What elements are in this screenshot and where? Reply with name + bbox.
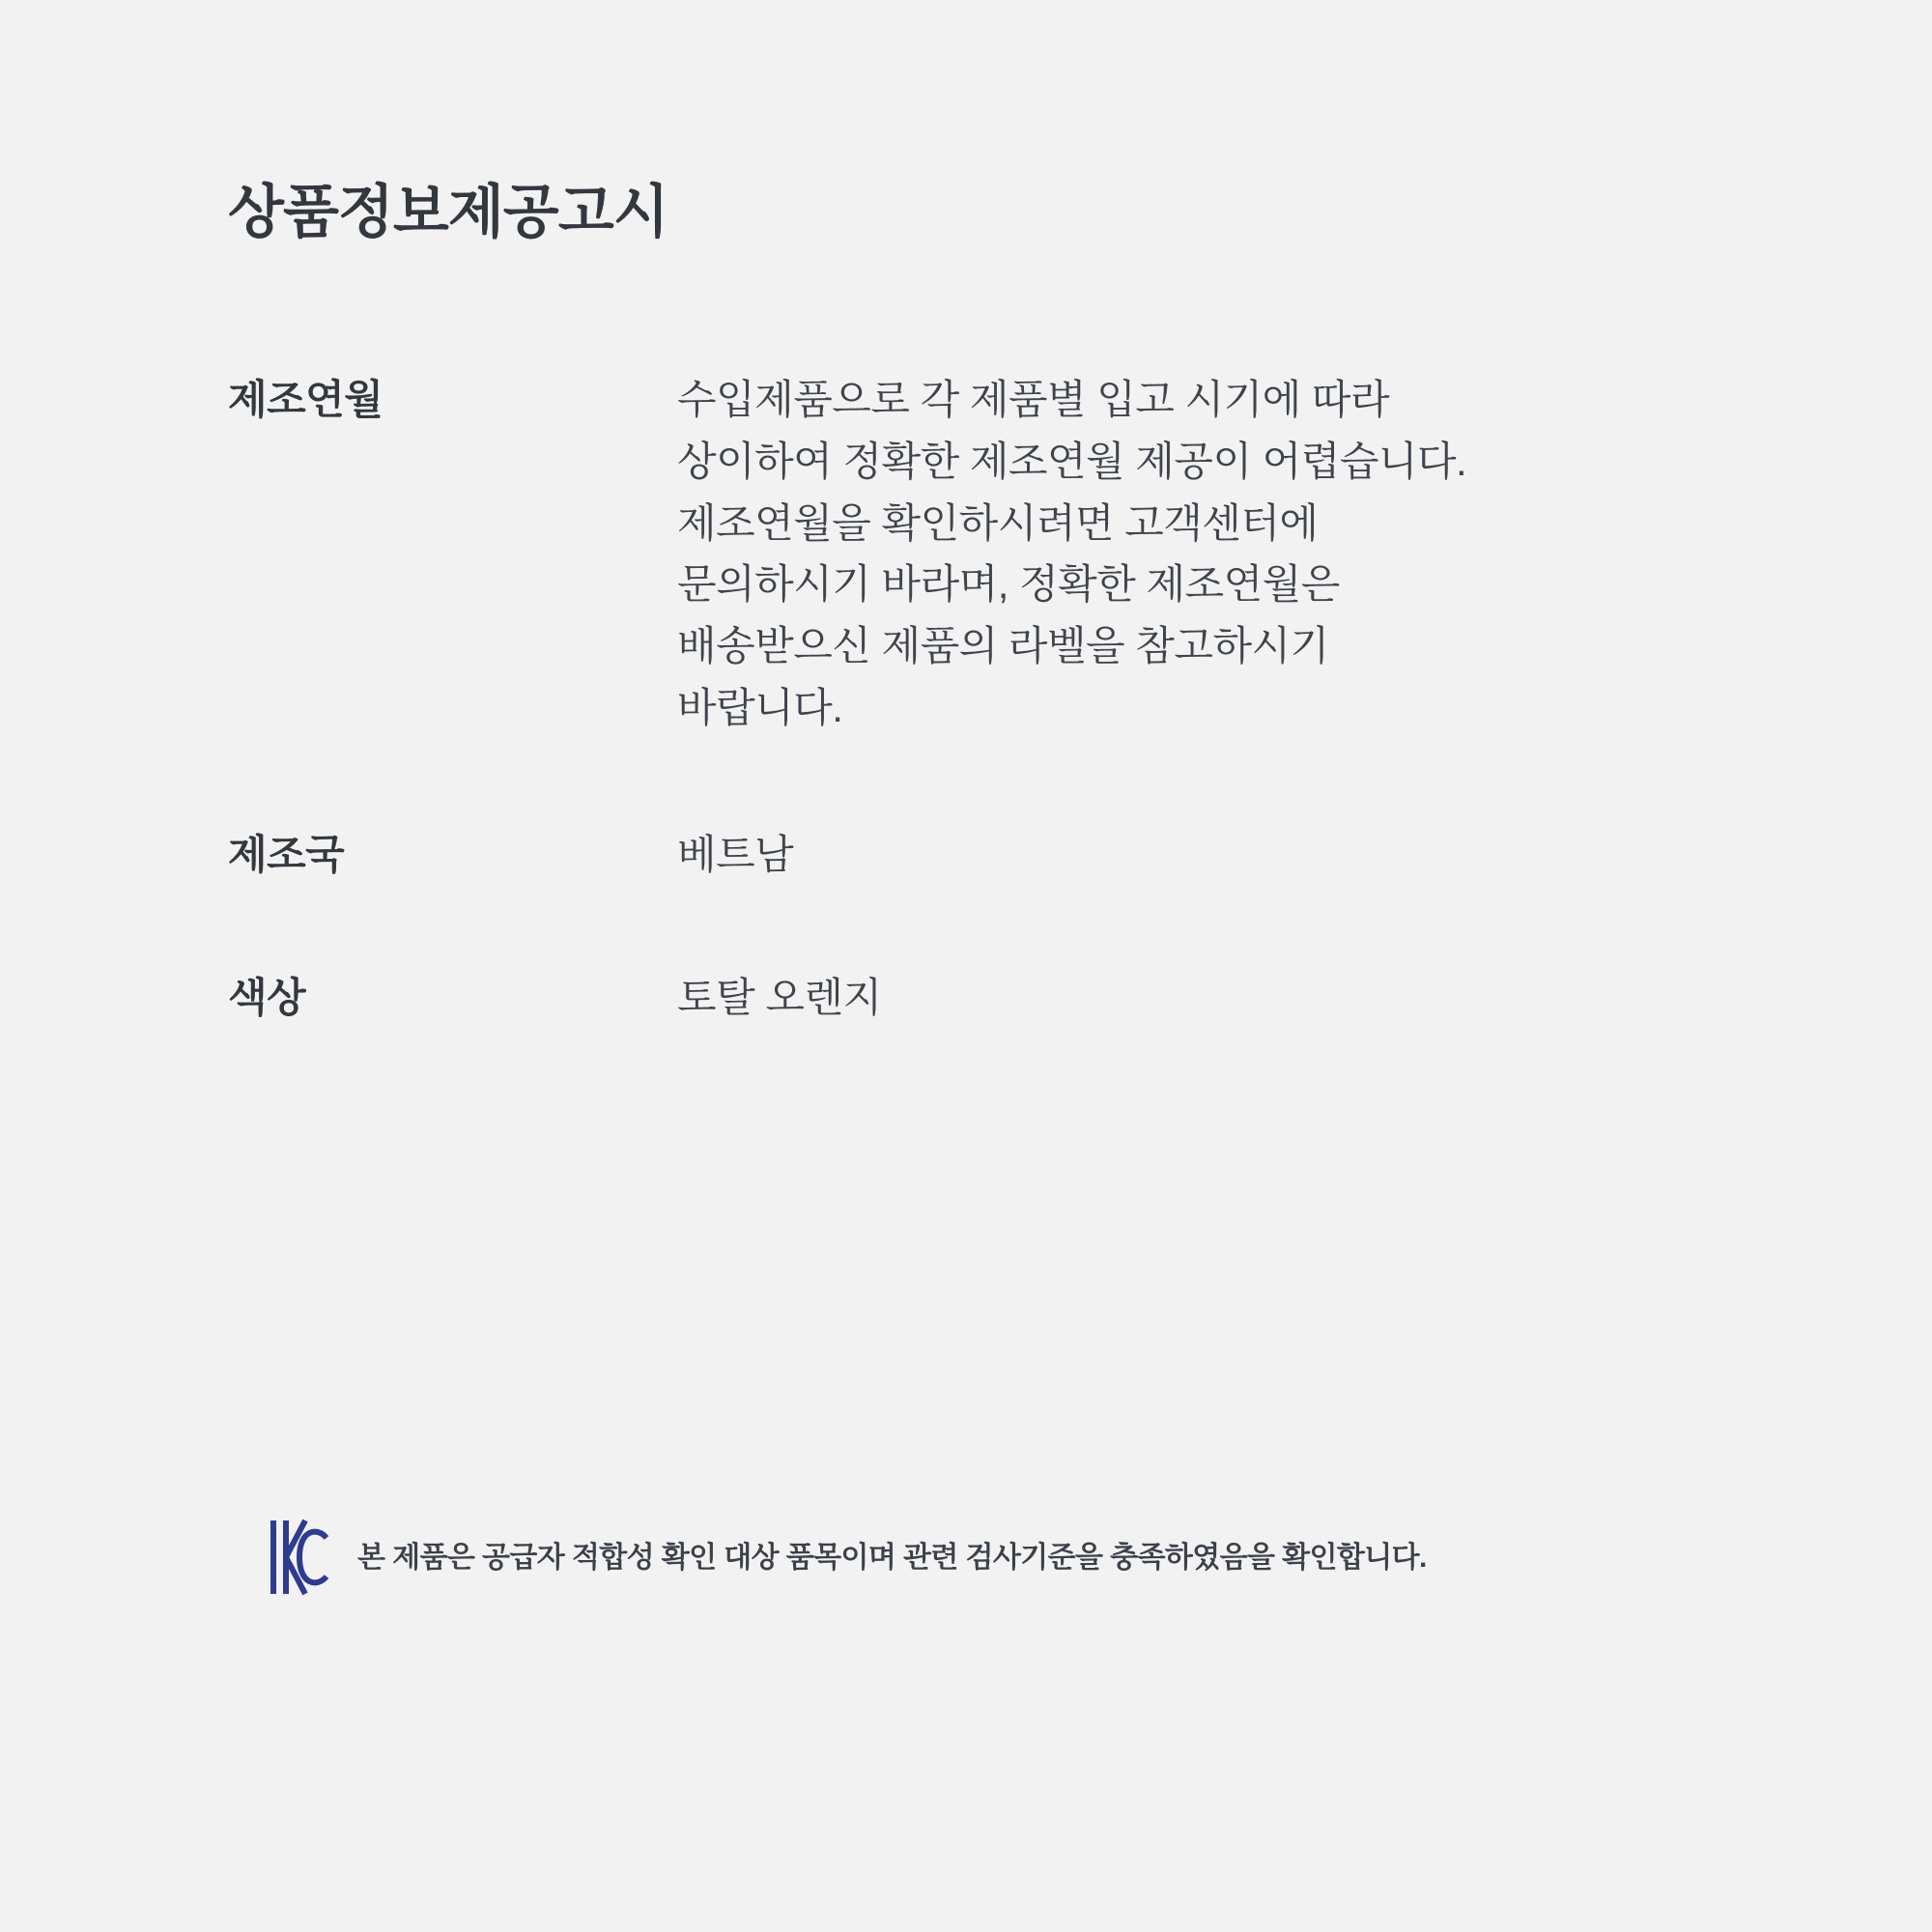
page-title: 상품정보제공고시 [228,180,668,244]
spec-label-color: 색상 [228,974,306,1020]
spec-value-color [677,967,1774,1029]
spec-value-line: 토탈 오렌지 [677,974,882,1020]
table-row [228,824,1774,886]
spec-label-manufacture-date: 제조연월 [228,377,384,422]
spec-value-line: 문의하시기 바라며, 정확한 제조연월은 [677,561,1340,608]
spec-value-line: 베트남 [677,831,794,877]
spec-value-line: 제조연월을 확인하시려면 고객센터에 [677,499,1319,546]
spec-value-line: 수입제품으로 각 제품별 입고 시기에 따라 [677,377,1390,422]
spec-value-line: 바랍니다. [677,685,843,731]
spec-value-line: 배송받으신 제품의 라벨을 참고하시기 [677,623,1329,669]
kc-certification-notice [267,1517,1427,1598]
spec-value-manufacture-date [677,369,1774,739]
spec-table [228,369,1774,1029]
spec-label-country-of-manufacture: 제조국 [228,831,345,877]
spec-value-line: 상이하여 정확한 제조연월 제공이 어렵습니다. [677,438,1467,484]
kc-notice-text: 본 제품은 공급자 적합성 확인 대상 품목이며 관련 검사기준을 충족하였음을 확인합니다. [357,1541,1427,1574]
table-row [228,967,1774,1029]
spec-value-country-of-manufacture [677,824,1774,886]
kc-mark-icon [267,1517,330,1598]
table-row [228,369,1774,739]
